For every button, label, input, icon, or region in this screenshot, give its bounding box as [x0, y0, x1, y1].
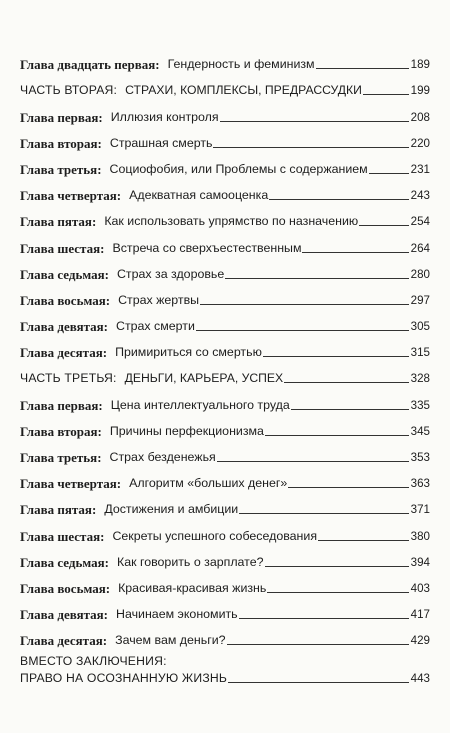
page-number: 417 [410, 608, 430, 622]
page-number: 328 [410, 372, 430, 386]
dot-leader [239, 618, 409, 619]
chapter-label: Глава шестая: [20, 528, 105, 544]
chapter-title: Встреча со сверхъестественным [112, 240, 302, 255]
chapter-label: Глава вторая: [20, 135, 102, 151]
toc-chapter-entry [20, 439, 430, 465]
page-number: 305 [410, 320, 430, 334]
toc-chapter-entry [20, 622, 430, 648]
part-label: ЧАСТЬ ВТОРАЯ: [20, 83, 118, 98]
part-title: ДЕНЬГИ, КАРЬЕРА, УСПЕХ [124, 371, 284, 386]
toc-chapter-entry [20, 308, 430, 334]
page-number: 429 [410, 634, 430, 648]
dot-leader [196, 330, 409, 331]
toc-chapter-entry [20, 177, 430, 203]
page-number: 363 [410, 477, 430, 491]
page-number: 371 [410, 503, 430, 517]
dot-leader [284, 382, 408, 383]
dot-leader [302, 252, 408, 253]
dot-leader [265, 566, 409, 567]
toc-chapter-entry [20, 544, 430, 570]
dot-leader [267, 592, 408, 593]
chapter-label: Глава пятая: [20, 214, 97, 230]
toc-chapter-entry [20, 413, 430, 439]
page-number: 315 [410, 346, 430, 360]
dot-leader [239, 513, 408, 514]
page-number: 243 [410, 189, 430, 203]
chapter-title: Социофобия, или Проблемы с содержанием [109, 161, 368, 176]
chapter-title: Примириться со смертью [115, 345, 262, 360]
toc-chapter-entry [20, 229, 430, 255]
page-number: 380 [410, 529, 430, 543]
page-number: 335 [410, 398, 430, 412]
table-of-contents [20, 46, 430, 686]
chapter-title: Адекватная самооценка [129, 188, 269, 203]
page-number: 231 [410, 162, 430, 176]
chapter-title: Секреты успешного собеседования [112, 528, 318, 543]
dot-leader [288, 487, 408, 488]
page-number: 345 [410, 424, 430, 438]
page-number: 199 [410, 84, 430, 98]
dot-leader [225, 278, 408, 279]
dot-leader [265, 435, 409, 436]
page-number: 208 [410, 110, 430, 124]
toc-chapter-entry [20, 203, 430, 229]
chapter-title: Страх жертвы [118, 292, 200, 307]
toc-part-entry [20, 360, 430, 386]
chapter-label: Глава первая: [20, 109, 103, 125]
toc-chapter-entry [20, 465, 430, 491]
dot-leader [363, 94, 409, 95]
chapter-label: Глава девятая: [20, 319, 109, 335]
toc-chapter-entry [20, 517, 430, 543]
chapter-label: Глава десятая: [20, 345, 108, 361]
chapter-title: Как говорить о зарплате? [116, 554, 264, 569]
page-number: 353 [410, 451, 430, 464]
chapter-title: Гендерность и феминизм [167, 57, 315, 72]
final-heading: ВМЕСТО ЗАКЛЮЧЕНИЯ: [20, 654, 167, 669]
toc-chapter-entry [20, 125, 430, 151]
final-page-number: 443 [410, 672, 430, 686]
chapter-label: Глава девятая: [20, 607, 109, 623]
dot-leader [318, 540, 409, 541]
chapter-title: Как использовать упрямство по назначению [104, 214, 359, 229]
chapter-title: Страх смерти [116, 319, 195, 334]
final-title: ПРАВО НА ОСОЗНАННУЮ ЖИЗНЬ [20, 671, 228, 686]
chapter-label: Глава десятая: [20, 633, 108, 649]
page-number: 280 [410, 267, 430, 281]
toc-chapter-entry [20, 256, 430, 282]
toc-chapter-entry [20, 46, 430, 72]
chapter-label: Глава двадцать первая: [20, 57, 160, 73]
dot-leader [359, 225, 408, 226]
page-number: 264 [410, 241, 430, 255]
dot-leader [263, 356, 409, 357]
chapter-label: Глава седьмая: [20, 266, 109, 282]
dot-leader [228, 682, 409, 683]
chapter-label: Глава третья: [20, 450, 102, 465]
toc-chapter-entry [20, 98, 430, 124]
page-number: 189 [410, 58, 430, 72]
dot-leader [227, 644, 409, 645]
dot-leader [200, 304, 409, 305]
toc-chapter-entry [20, 491, 430, 517]
chapter-title: Цена интеллектуального труда [110, 397, 290, 412]
page-number: 254 [410, 215, 430, 229]
part-label: ЧАСТЬ ТРЕТЬЯ: [20, 371, 117, 386]
chapter-label: Глава восьмая: [20, 292, 111, 308]
final-row [20, 669, 430, 686]
chapter-title: Страх безденежья [109, 450, 216, 464]
toc-chapter-entry [20, 282, 430, 308]
page-number: 394 [410, 555, 430, 569]
chapter-label: Глава первая: [20, 397, 103, 413]
chapter-title: Страх за здоровье [116, 266, 225, 281]
chapter-title: Алгоритм «больших денег» [129, 476, 288, 491]
dot-leader [316, 68, 409, 69]
chapter-title: Красивая-красивая жизнь [118, 580, 267, 595]
chapter-label: Глава третья: [20, 161, 102, 177]
toc-part-entry [20, 72, 430, 98]
chapter-label: Глава пятая: [20, 502, 97, 518]
toc-final-entry [20, 654, 430, 686]
dot-leader [220, 121, 409, 122]
chapter-label: Глава четвертая: [20, 188, 122, 204]
page-number: 220 [410, 136, 430, 150]
chapter-label: Глава восьмая: [20, 580, 111, 596]
dot-leader [213, 147, 408, 148]
page-number: 403 [410, 581, 430, 595]
chapter-title: Достижения и амбиции [104, 502, 239, 517]
chapter-title: Причины перфекционизма [109, 423, 264, 438]
toc-chapter-entry [20, 151, 430, 177]
dot-leader [291, 409, 409, 410]
chapter-label: Глава четвертая: [20, 476, 122, 492]
chapter-label: Глава вторая: [20, 423, 102, 439]
part-title: СТРАХИ, КОМПЛЕКСЫ, ПРЕДРАССУДКИ [125, 83, 362, 98]
toc-chapter-entry [20, 334, 430, 360]
chapter-title: Зачем вам деньги? [115, 633, 226, 648]
page-number: 297 [410, 293, 430, 307]
chapter-title: Начинаем экономить [116, 607, 238, 622]
dot-leader [269, 199, 408, 200]
dot-leader [369, 173, 409, 174]
chapter-title: Страшная смерть [109, 135, 213, 150]
toc-chapter-entry [20, 570, 430, 596]
chapter-label: Глава седьмая: [20, 554, 109, 570]
toc-chapter-entry [20, 596, 430, 622]
chapter-title: Иллюзия контроля [110, 109, 219, 124]
toc-chapter-entry [20, 386, 430, 412]
chapter-label: Глава шестая: [20, 240, 105, 256]
dot-leader [217, 461, 409, 462]
